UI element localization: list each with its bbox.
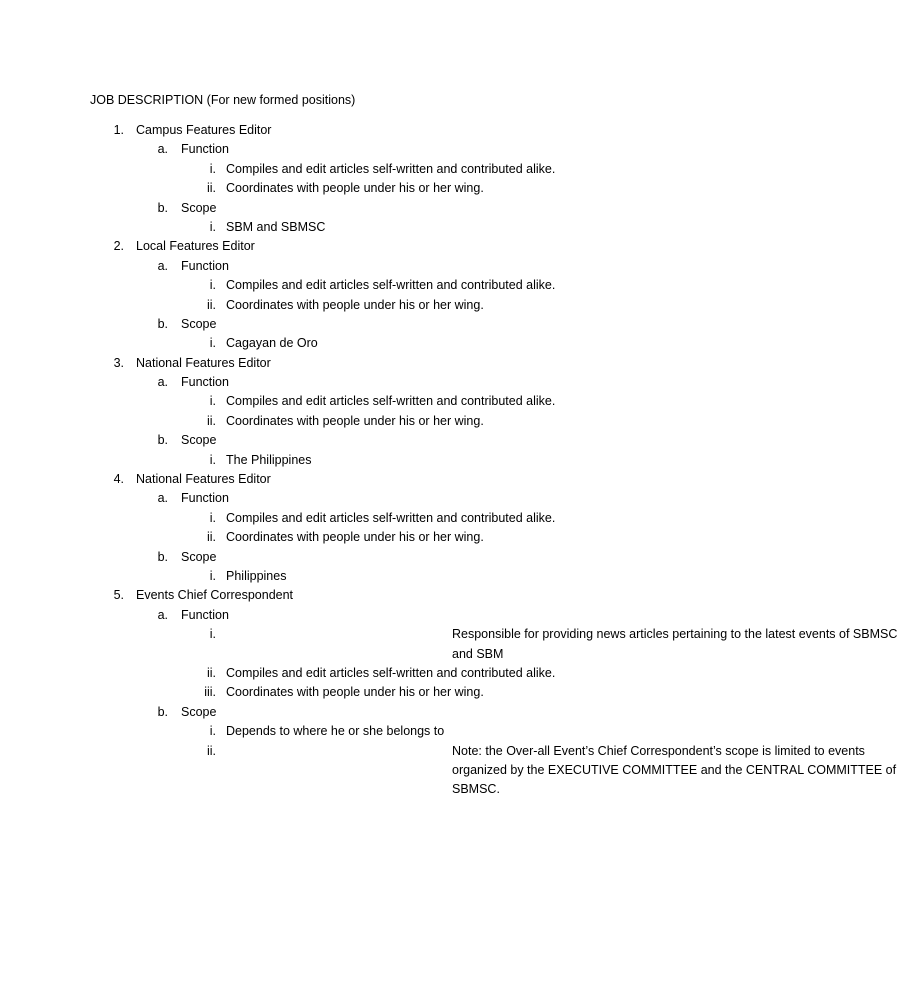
list-item-text: Philippines xyxy=(226,568,287,583)
list-item-text: Coordinates with people under his or her wing. xyxy=(226,413,484,428)
list-marker: a. xyxy=(157,142,168,157)
list-marker: ii. xyxy=(206,530,216,545)
list-item-text: Function xyxy=(181,491,229,506)
list-item-detail xyxy=(0,664,768,683)
list-marker: 5. xyxy=(113,588,124,603)
list-item-text: Function xyxy=(181,607,229,622)
list-item-text: Campus Features Editor xyxy=(136,123,272,137)
list-item-position xyxy=(0,586,768,605)
list-item-text: Local Features Editor xyxy=(136,239,255,254)
list-marker: a. xyxy=(157,258,168,273)
list-item-section xyxy=(0,199,768,218)
list-item-text: Function xyxy=(181,258,229,273)
list-item-text: Compiles and edit articles self-written and contributed alike. xyxy=(226,161,556,176)
list-item-detail xyxy=(0,296,768,315)
list-marker: b. xyxy=(157,704,168,719)
list-item-text: Note: the Over-all Event’s Chief Correspondent’s scope is limited to events organized by the EXECUTIVE COMMITTEE and the CENTRAL COMMITTEE of SBMSC. xyxy=(452,743,897,797)
list-item-section xyxy=(0,703,768,722)
list-item-text: Scope xyxy=(181,549,217,564)
list-item-section xyxy=(0,431,768,450)
list-item-section xyxy=(0,489,768,508)
list-item-text: Compiles and edit articles self-written and contributed alike. xyxy=(226,278,556,293)
list-item-detail xyxy=(0,722,768,741)
list-item-position xyxy=(0,121,768,140)
list-marker: 2. xyxy=(113,239,124,254)
list-marker: i. xyxy=(209,336,216,351)
list-marker: b. xyxy=(157,433,168,448)
list-marker: i. xyxy=(209,278,216,293)
list-marker: 3. xyxy=(113,355,124,370)
list-item-text: Compiles and edit articles self-written and contributed alike. xyxy=(226,510,556,525)
list-item-detail xyxy=(0,742,897,800)
list-marker: i. xyxy=(209,452,216,467)
list-item-text: National Features Editor xyxy=(136,355,271,370)
list-marker: ii. xyxy=(206,665,216,680)
list-item-detail xyxy=(0,567,768,586)
list-item-text: Function xyxy=(181,142,229,157)
list-item-detail xyxy=(0,179,768,198)
list-marker: a. xyxy=(157,491,168,506)
list-item-section xyxy=(0,548,768,567)
list-marker: iii. xyxy=(204,685,216,700)
list-item-text: Events Chief Correspondent xyxy=(136,588,294,603)
list-item-text: Scope xyxy=(181,316,217,331)
list-marker: ii. xyxy=(206,743,216,758)
list-item-detail xyxy=(0,625,898,664)
list-item-section xyxy=(0,373,768,392)
list-item-text: National Features Editor xyxy=(136,472,271,487)
list-item-section xyxy=(0,606,768,625)
list-marker: ii. xyxy=(206,181,216,196)
list-marker: b. xyxy=(157,200,168,215)
list-marker: i. xyxy=(209,161,216,176)
list-item-text: Coordinates with people under his or her wing. xyxy=(226,297,484,312)
list-item-text: Coordinates with people under his or her wing. xyxy=(226,685,484,700)
list-marker: a. xyxy=(157,375,168,390)
list-item-text: Depends to where he or she belongs to xyxy=(226,724,445,739)
list-item-detail xyxy=(0,392,768,411)
list-item-section xyxy=(0,315,768,334)
list-marker: 4. xyxy=(113,472,124,487)
list-item-section xyxy=(0,257,768,276)
list-item-text: Compiles and edit articles self-written and contributed alike. xyxy=(226,394,556,409)
list-item-position xyxy=(0,237,768,256)
list-marker: b. xyxy=(157,316,168,331)
list-item-detail xyxy=(0,412,768,431)
list-marker: i. xyxy=(209,627,216,642)
list-item-detail xyxy=(0,160,768,179)
list-item-text: The Philippines xyxy=(226,452,312,467)
list-marker: 1. xyxy=(113,123,124,137)
list-item-section xyxy=(0,140,768,159)
list-item-text: Scope xyxy=(181,433,217,448)
list-item-text: SBM and SBMSC xyxy=(226,219,326,234)
list-marker: a. xyxy=(157,607,168,622)
list-item-detail xyxy=(0,683,768,702)
list-item-detail xyxy=(0,528,768,547)
list-item-position xyxy=(0,354,768,373)
list-item-text: Responsible for providing news articles pertaining to the latest events of SBMSC and SBM xyxy=(452,627,898,661)
list-item-detail xyxy=(0,334,768,353)
list-item-detail xyxy=(0,218,768,237)
list-marker: i. xyxy=(209,219,216,234)
list-marker: i. xyxy=(209,510,216,525)
list-item-text: Coordinates with people under his or her wing. xyxy=(226,181,484,196)
list-marker: ii. xyxy=(206,413,216,428)
list-item-text: Coordinates with people under his or her wing. xyxy=(226,530,484,545)
list-item-text: Scope xyxy=(181,200,217,215)
list-item-text: Function xyxy=(181,375,229,390)
list-item-detail xyxy=(0,276,768,295)
list-item-text: Cagayan de Oro xyxy=(226,336,318,351)
list-item-detail xyxy=(0,509,768,528)
document-title: JOB DESCRIPTION (For new formed positions) xyxy=(90,93,356,107)
job-description-list xyxy=(0,121,898,800)
list-marker: ii. xyxy=(206,297,216,312)
list-item-detail xyxy=(0,451,768,470)
list-marker: i. xyxy=(209,394,216,409)
list-item-text: Scope xyxy=(181,704,217,719)
list-marker: b. xyxy=(157,549,168,564)
list-marker: i. xyxy=(209,568,216,583)
list-item-position xyxy=(0,470,768,489)
list-item-text: Compiles and edit articles self-written and contributed alike. xyxy=(226,665,556,680)
list-marker: i. xyxy=(209,724,216,739)
